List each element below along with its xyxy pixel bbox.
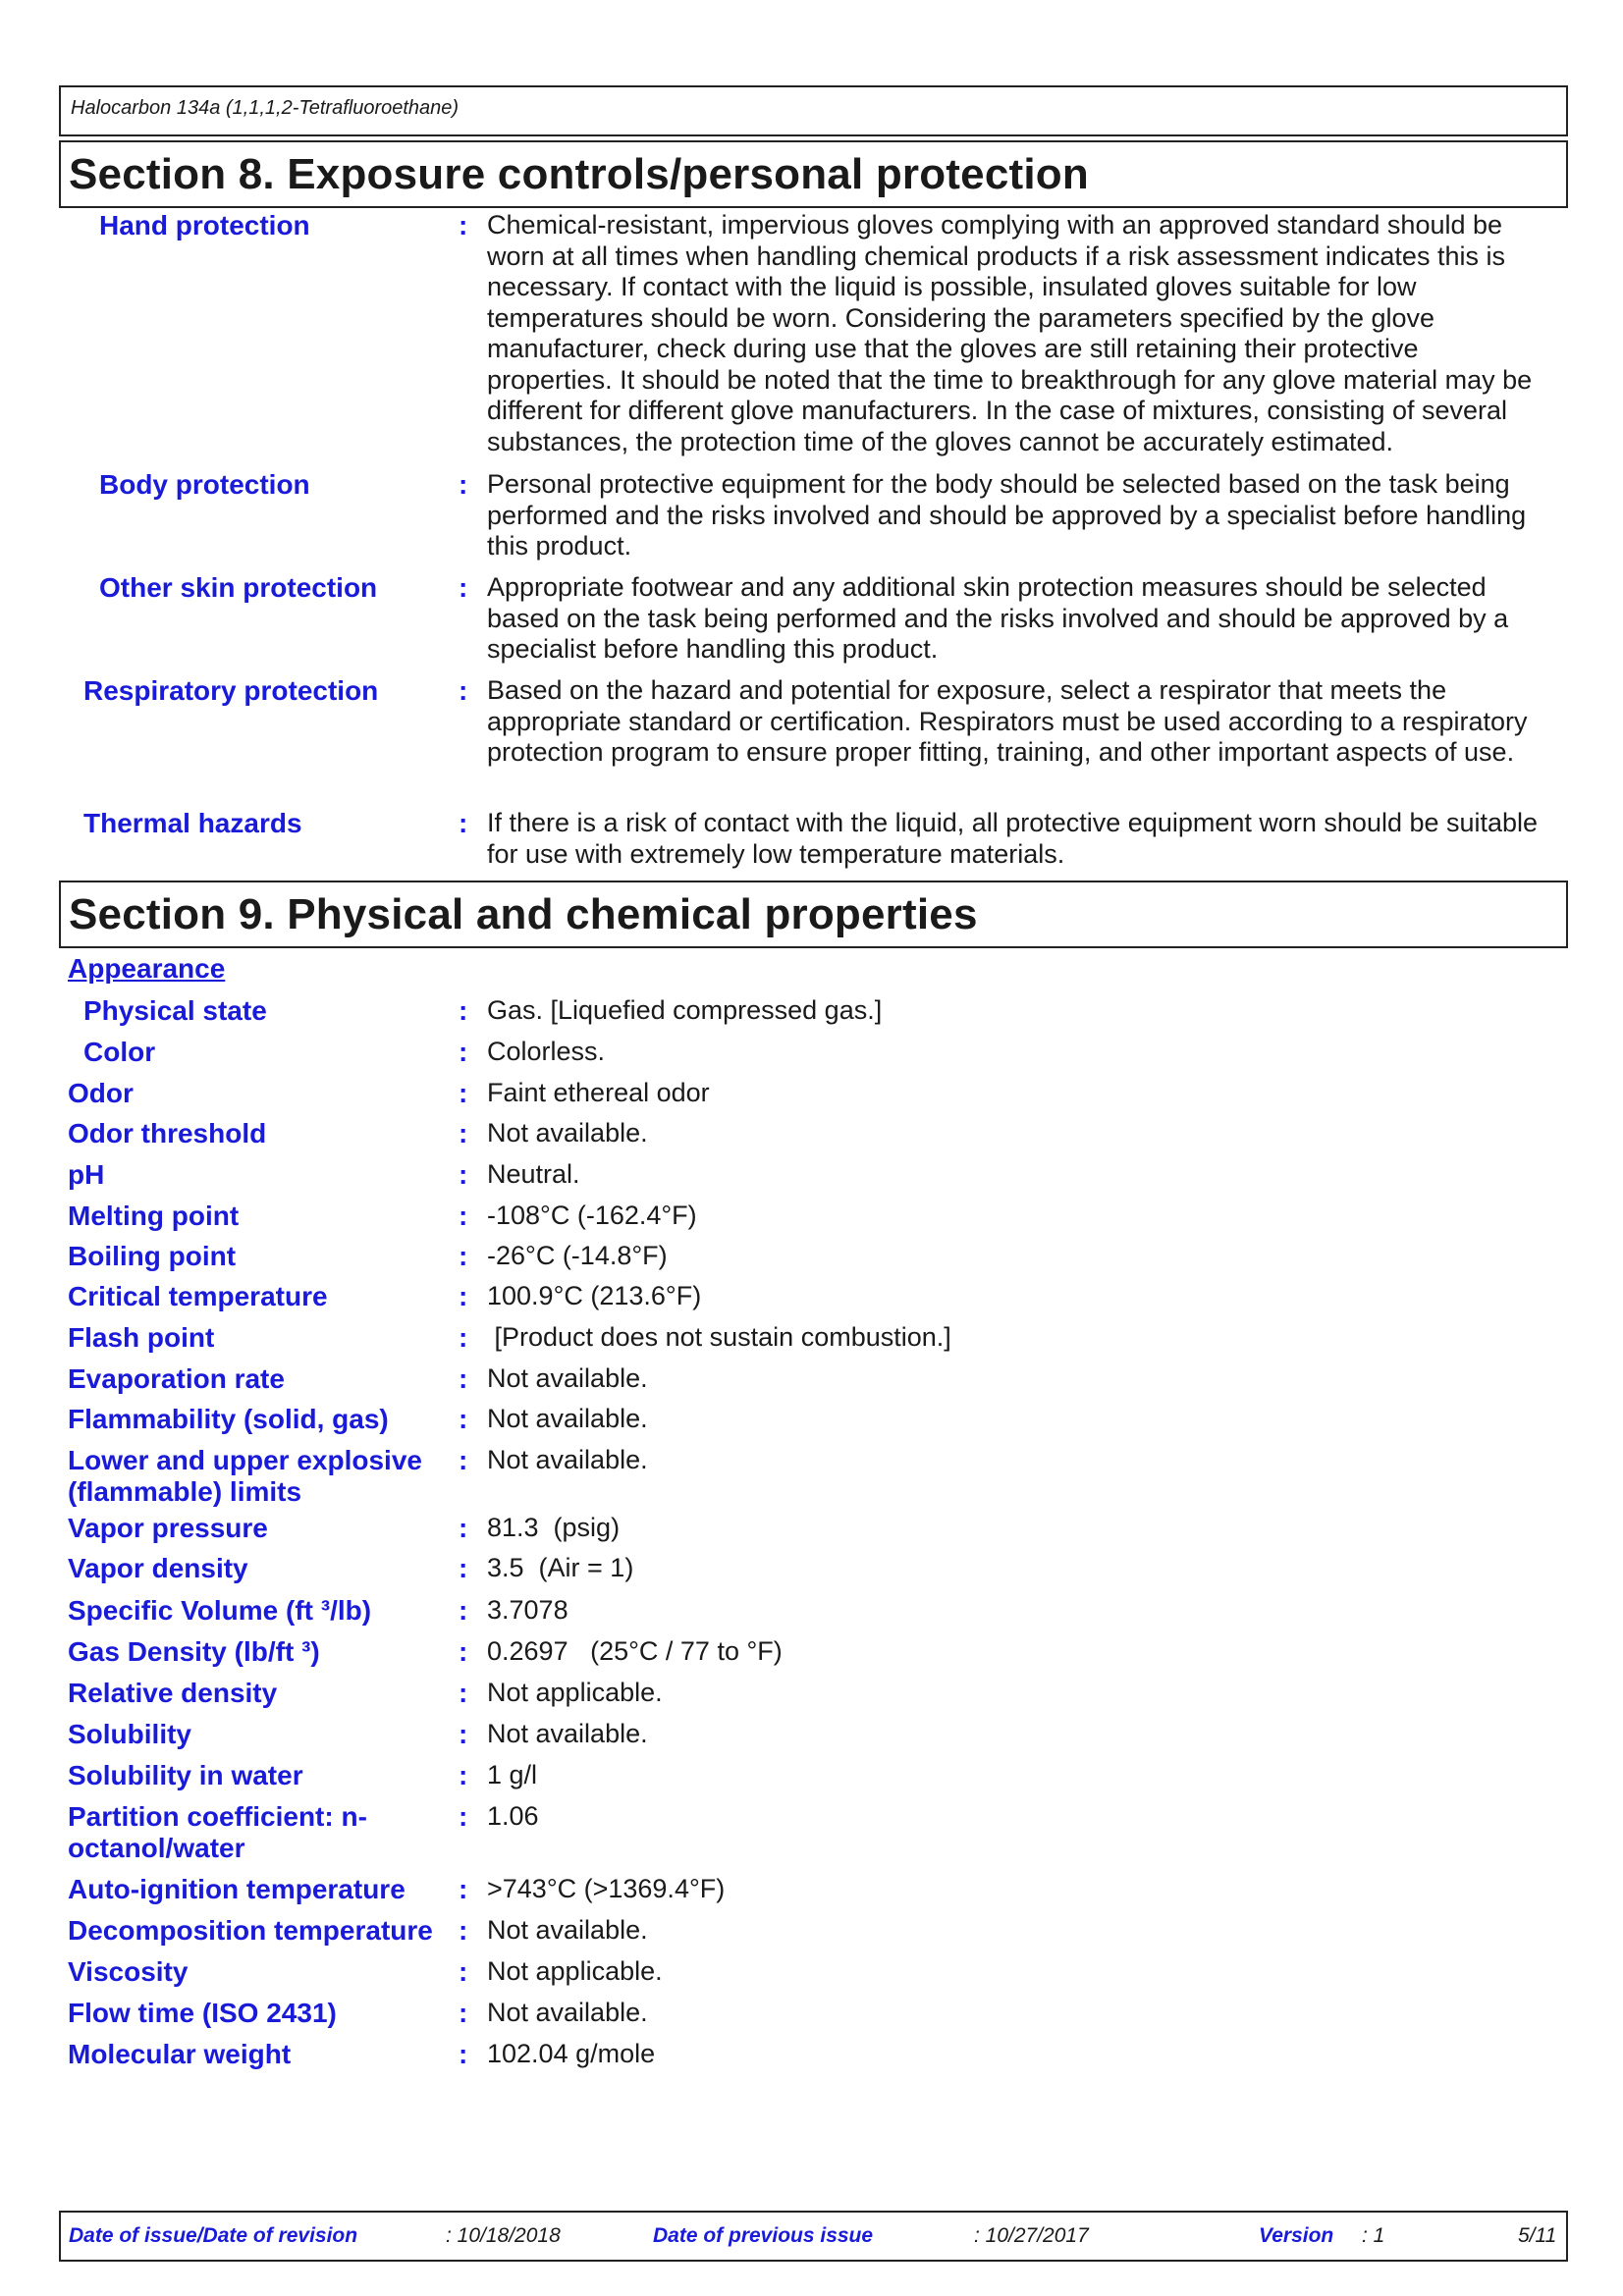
colon: :	[459, 1678, 468, 1708]
section-9-title: Section 9. Physical and chemical properties	[69, 890, 978, 938]
colon: :	[459, 1078, 468, 1108]
prop-value: Personal protective equipment for the body should be selected based on the task being performed and the risks involved and should be approved by a specialist before handling this product.	[487, 469, 1527, 561]
prop-label: Boiling point	[68, 1241, 237, 1271]
colon: :	[459, 469, 468, 500]
colon: :	[459, 1874, 468, 1904]
prop-label: Vapor density	[68, 1553, 248, 1583]
prop-value: 100.9°C (213.6°F)	[487, 1281, 702, 1310]
prop-label: Evaporation rate	[68, 1363, 285, 1394]
prop-value: Not available.	[487, 1719, 648, 1748]
prop-label: Color	[83, 1037, 156, 1067]
previous-issue-label: Date of previous issue	[653, 2224, 874, 2247]
prop-label: Respiratory protection	[83, 675, 379, 706]
prop-label: Odor	[68, 1078, 134, 1108]
prop-value: -26°C (-14.8°F)	[487, 1241, 668, 1270]
colon: :	[459, 1201, 468, 1231]
prop-label: Body protection	[99, 469, 310, 500]
prop-value: 102.04 g/mole	[487, 2039, 656, 2068]
version-label: Version	[1259, 2224, 1334, 2247]
prop-value: Chemical-resistant, impervious gloves complying with an approved standard should be worn at all times when handling chemical products if a risk assessment indicates this is necessary. If contact with the liquid is possible, insulated gloves suitable for low temperatures should be worn. Considering the parameters specified by the glove manufacturer, check during use that the gloves are still retaining their protective properties. It should be noted that the time to breakthrough for any glove material may be different for different glove manufacturers. In the case of mixtures, consisting of several substances, the protection time of the gloves cannot be accurately estimated.	[487, 210, 1533, 456]
prop-value: Appropriate footwear and any additional skin protection measures should be selected based on the task being performed and the risks involved and should be approved by a specialist before handling this product.	[487, 572, 1509, 664]
prop-value: 3.5 (Air = 1)	[487, 1553, 634, 1582]
page-footer	[59, 2211, 1568, 2262]
prop-label: Hand protection	[99, 210, 310, 240]
colon: :	[459, 572, 468, 603]
colon: :	[459, 1595, 468, 1626]
prop-value: Not applicable.	[487, 1956, 663, 1986]
product-header	[59, 85, 1568, 136]
prop-value: Not available.	[487, 1363, 648, 1393]
previous-issue-value: : 10/27/2017	[974, 2224, 1089, 2247]
colon: :	[459, 1322, 468, 1353]
prop-value: Not available.	[487, 1445, 648, 1474]
prop-value: >743°C (>1369.4°F)	[487, 1874, 726, 1903]
colon: :	[459, 1760, 468, 1790]
product-name: Halocarbon 134a (1,1,1,2-Tetrafluoroethane)	[71, 97, 460, 119]
colon: :	[459, 1159, 468, 1190]
prop-label: Flash point	[68, 1322, 215, 1353]
issue-date-value: : 10/18/2018	[446, 2224, 561, 2247]
prop-label: Other skin protection	[99, 572, 378, 603]
prop-value: 0.2697 (25°C / 77 to °F)	[487, 1636, 783, 1666]
colon: :	[459, 1956, 468, 1987]
prop-value: 3.7078	[487, 1595, 568, 1625]
prop-label: Partition coefficient: n-octanol/water	[68, 1801, 367, 1863]
colon: :	[459, 1118, 468, 1148]
colon: :	[459, 1915, 468, 1946]
prop-label: Lower and upper explosive (flammable) limits	[68, 1445, 422, 1507]
prop-value: -108°C (-162.4°F)	[487, 1201, 697, 1230]
prop-label: Relative density	[68, 1678, 278, 1708]
page-number: 5/11	[1518, 2224, 1557, 2247]
colon: :	[459, 995, 468, 1026]
prop-value: Not available.	[487, 1404, 648, 1433]
prop-label: Molecular weight	[68, 2039, 292, 2069]
prop-value: Not applicable.	[487, 1678, 663, 1707]
colon: :	[459, 1719, 468, 1749]
prop-value: 1.06	[487, 1801, 539, 1831]
colon: :	[459, 1998, 468, 2028]
prop-value: Colorless.	[487, 1037, 606, 1066]
section-8-title: Section 8. Exposure controls/personal protection	[69, 150, 1089, 198]
prop-label: Physical state	[83, 995, 267, 1026]
colon: :	[459, 1363, 468, 1394]
prop-label: Gas Density (lb/ft ³)	[68, 1636, 320, 1667]
prop-label: Decomposition temperature	[68, 1915, 433, 1946]
prop-label: Viscosity	[68, 1956, 189, 1987]
colon: :	[459, 675, 468, 706]
prop-label: Melting point	[68, 1201, 240, 1231]
colon: :	[459, 1281, 468, 1311]
prop-value: Faint ethereal odor	[487, 1078, 710, 1107]
colon: :	[459, 1404, 468, 1434]
issue-date-label: Date of issue/Date of revision	[69, 2224, 358, 2247]
prop-label: Auto-ignition temperature	[68, 1874, 406, 1904]
prop-label: Flammability (solid, gas)	[68, 1404, 389, 1434]
prop-value: If there is a risk of contact with the liquid, all protective equipment worn should be suitable for use with extremely low temperature materials.	[487, 808, 1539, 869]
prop-label: Flow time (ISO 2431)	[68, 1998, 337, 2028]
prop-label: Odor threshold	[68, 1118, 267, 1148]
colon: :	[459, 210, 468, 240]
colon: :	[459, 2039, 468, 2069]
prop-value: Not available.	[487, 1998, 648, 2027]
section-9-header	[59, 881, 1568, 948]
appearance-link[interactable]: Appearance	[68, 953, 226, 984]
colon: :	[459, 1445, 468, 1475]
prop-label: Specific Volume (ft ³/lb)	[68, 1595, 372, 1626]
colon: :	[459, 1037, 468, 1067]
prop-label: Critical temperature	[68, 1281, 328, 1311]
prop-label: pH	[68, 1159, 105, 1190]
prop-label: Solubility	[68, 1719, 191, 1749]
prop-label: Vapor pressure	[68, 1513, 268, 1543]
prop-value: [Product does not sustain combustion.]	[487, 1322, 951, 1352]
prop-value: 1 g/l	[487, 1760, 538, 1789]
prop-value: Neutral.	[487, 1159, 580, 1189]
prop-value: Not available.	[487, 1915, 648, 1945]
prop-label: Thermal hazards	[83, 808, 302, 838]
colon: :	[459, 1801, 468, 1832]
prop-label: Solubility in water	[68, 1760, 303, 1790]
colon: :	[459, 1636, 468, 1667]
version-value: : 1	[1362, 2224, 1385, 2247]
colon: :	[459, 808, 468, 838]
colon: :	[459, 1513, 468, 1543]
colon: :	[459, 1241, 468, 1271]
prop-value: Gas. [Liquefied compressed gas.]	[487, 995, 883, 1025]
prop-value: Based on the hazard and potential for exposure, select a respirator that meets the appropriate standard or certification. Respirators must be used according to a respiratory protection program to ensure proper fitting, training, and other important aspects of use.	[487, 675, 1528, 767]
section-8-header	[59, 140, 1568, 208]
prop-value: 81.3 (psig)	[487, 1513, 621, 1542]
prop-value: Not available.	[487, 1118, 648, 1148]
colon: :	[459, 1553, 468, 1583]
